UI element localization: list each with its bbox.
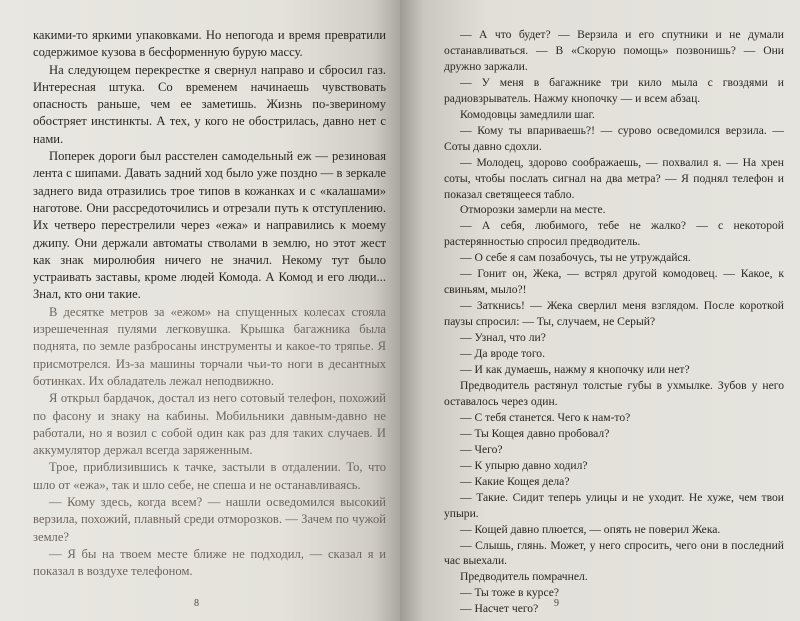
paragraph: — Кому ты впариваешь?! — сурово осведомился верзила. — Соты давно сдохли. — [444, 123, 784, 153]
page-number-right: 9 — [554, 598, 559, 609]
paragraph: — И как думаешь, нажму я кнопочку или нет? — [460, 363, 690, 377]
right-page — [400, 0, 800, 621]
paragraph: — Я бы на твоем месте ближе не подходил, — сказал я и показал в воздухе телефоном. — [33, 546, 386, 579]
paragraph: какими-то яркими упаковками. Но непогода и время превратили содержимое кузова в бесформенную бурую массу. — [33, 28, 386, 60]
paragraph: Трое, приблизившись к тачке, застыли в отдалении. То, что шло от «ежа», так и шло себе, не спеша и не останавливаясь. — [33, 460, 386, 492]
paragraph: — Заткнись! — Жека сверлил меня взглядом. После короткой паузы спросил: — Ты, случаем, не Серый? — [444, 299, 784, 329]
paragraph: Я открыл бардачок, достал из него сотовый телефон, похожий по фасону и знаку на кабины. Мобильники давным-давно не работали, но я возил с собой один как раз для таких случаев. И аккумулятор держал всегда заряженным. — [33, 391, 386, 458]
paragraph: Предводитель растянул толстые губы в ухмылке. Зубов у него оставалось через один. — [444, 378, 784, 408]
paragraph: — Насчет чего? — [460, 602, 539, 616]
paragraph: — О себе я сам позабочусь, ты не утруждайся. — [460, 251, 691, 265]
page-number-left: 8 — [194, 598, 199, 609]
paragraph: — Гонит он, Жека, — встрял другой комодовец. — Какое, к свиньям, мыло?! — [444, 267, 784, 297]
paragraph: — К упырю давно ходил? — [460, 458, 588, 472]
paragraph: Отморозки замерли на месте. — [460, 203, 606, 217]
paragraph: — Да вроде того. — [460, 347, 545, 361]
paragraph: — Молодец, здорово соображаешь, — похвалил я. — На хрен соты, чтобы послать сигнал на два метра? — Я поднял телефон и показал светящееся табло. — [444, 155, 784, 201]
left-page-text — [33, 27, 386, 581]
paragraph: — А себя, любимого, тебе не жалко? — с некоторой растерянностью спросил предводитель. — [444, 219, 784, 249]
paragraph: — А что будет? — Верзила и его спутники и не думали останавливаться. — В «Скорую помощь» позвонишь? — Они дружно заржали. — [444, 28, 784, 73]
paragraph: — С тебя станется. Чего к нам-то? — [460, 410, 631, 424]
paragraph: — Такие. Сидит теперь улицы и не уходит. Не хуже, чем твои упыри. — [444, 490, 784, 520]
paragraph: — Ты тоже в курсе? — [460, 586, 560, 600]
paragraph: — Узнал, что ли? — [460, 331, 546, 345]
paragraph: На следующем перекрестке я свернул направо и сбросил газ. Интересная штука. Со временем начинаешь чувствовать опасность раньше, чем ее заметишь. Жизнь по-звериному обостряет инстинкты. А тех, у кого не обострилась, давно нет с нами. — [33, 62, 386, 146]
paragraph: Предводитель помрачнел. — [460, 570, 588, 584]
paragraph: — Слышь, глянь. Может, у него спросить, чего они в последний час выехали. — [444, 538, 784, 568]
paragraph: — Какие Кощея дела? — [460, 474, 570, 488]
paragraph: — Ты Кощея давно пробовал? — [460, 426, 610, 440]
right-page-text — [444, 27, 784, 617]
paragraph: — Чего? — [460, 442, 503, 456]
paragraph: Комодовцы замедлили шаг. — [460, 107, 595, 121]
paragraph: Поперек дороги был расстелен самодельный еж — резиновая лента с шипами. Давать задний ход было уже поздно — в зеркале заднего вида отразились трое типов в кожанках и с «калашами» наготове. Они рассредоточились и отрезали путь к отступлению. Их четверо перестрелили через «ежа» и направились к моему джипу. Они держали автоматы стволами в землю, но этот жест как знак миролюбия ничего не значил. Некому тут было устраивать заставы, кроме людей Комода. А Комод и его люди... Знал, кто они такие. — [33, 149, 386, 302]
paragraph: — Кому здесь, когда всем? — нашли осведомился высокий верзила, похожий, плавный среди отморозков. — Зачем по чужой земле? — [33, 495, 386, 544]
paragraph: — Кощей давно плюется, — опять не поверил Жека. — [460, 522, 721, 536]
paragraph: — У меня в багажнике три кило мыла с гвоздями и радиовзрыватель. Нажму кнопочку — и всем абзац. — [444, 75, 784, 105]
paragraph: В десятке метров за «ежом» на спущенных колесах стояла изрешеченная пулями легковушка. Крышка багажника была поднята, по земле разбросаны инструменты и какое-то тряпье. Я присмотрелся. Из-за машины торчали чьи-то ноги в десантных ботинках. Их обладатель лежал неподвижно. — [33, 304, 386, 388]
